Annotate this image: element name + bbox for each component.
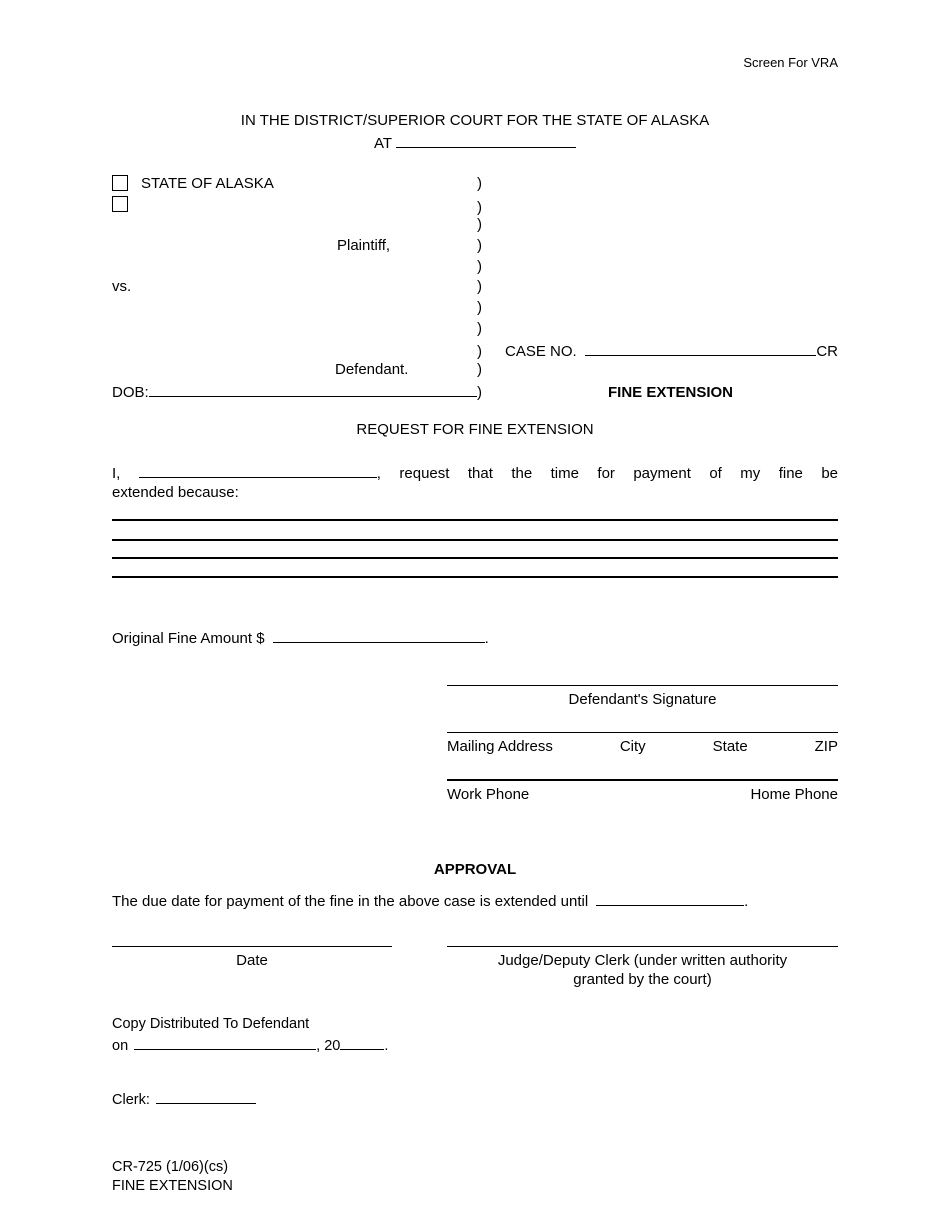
caption-paren: ) [477,278,482,296]
caption-paren: ) [477,361,482,379]
caption-row [112,216,838,237]
phone-line[interactable] [447,779,838,781]
year-blank[interactable] [340,1035,384,1050]
reason-line-3[interactable] [112,557,838,559]
approval-date-line[interactable] [112,946,392,947]
case-no-blank[interactable] [585,341,817,356]
dob-label: DOB: [112,383,149,401]
defendant-label: Defendant. [335,361,409,379]
due-date-period: . [744,893,749,910]
plaintiff-label: Plaintiff, [337,237,391,255]
clerk-blank[interactable] [156,1089,256,1104]
request-intro-line1 [112,463,838,484]
request-intro-prefix: I, [112,465,121,482]
clerk-label: Clerk: [112,1092,150,1108]
caption-row [112,278,838,299]
caption-paren: ) [477,383,482,401]
form-name-footer: FINE EXTENSION [112,1178,233,1194]
reason-line-2[interactable] [112,539,838,541]
case-caption [112,175,838,403]
caption-row [112,361,838,382]
form-number: CR-725 (1/06)(cs) [112,1159,229,1175]
at-label: AT [374,135,392,152]
vs-label: vs. [112,278,132,296]
fine-amount-label: Original Fine Amount $ [112,630,265,647]
distribution-period: . [384,1038,389,1054]
home-phone-label: Home Phone [750,785,838,803]
due-date-line [112,891,838,912]
clerk-row [112,1089,256,1109]
fine-amount-line [112,628,489,649]
case-no-label: CASE NO. [505,342,577,360]
reason-line-1[interactable] [112,519,838,521]
due-date-blank[interactable] [596,891,744,906]
defendant-signature-label: Defendant's Signature [568,691,717,708]
request-intro-line2: extended because: [112,484,239,501]
other-party-checkbox[interactable] [112,196,128,212]
screen-for-vra-label: Screen For VRA [743,55,838,70]
defendant-name-blank[interactable] [139,463,377,478]
at-location-blank[interactable] [396,133,576,148]
address-labels-row [447,738,838,757]
dob-blank[interactable] [149,382,477,397]
distribution-date-blank[interactable] [134,1035,316,1050]
case-no-cr-suffix: CR [816,342,838,360]
judge-signature-line[interactable] [447,946,838,947]
court-title: IN THE DISTRICT/SUPERIOR COURT FOR THE STATE OF ALASKA [240,112,710,129]
copy-distributed-label: Copy Distributed To Defendant [112,1016,310,1032]
fine-amount-blank[interactable] [273,628,485,643]
city-label: City [619,737,646,755]
caption-row [112,196,838,217]
judge-label-line2: granted by the court) [573,970,712,988]
on-label: on [112,1038,129,1054]
caption-row [112,237,838,258]
caption-row [112,299,838,320]
caption-paren: ) [477,257,482,275]
caption-row [112,320,838,341]
state-label: State [712,737,748,755]
distribution-date-row [112,1035,388,1055]
date-label: Date [236,952,268,969]
caption-paren: ) [477,299,482,317]
fine-extension-caption-title: FINE EXTENSION [607,383,734,401]
caption-paren: ) [477,175,482,192]
work-phone-label: Work Phone [447,785,530,803]
caption-paren: ) [477,198,482,216]
due-date-text: The due date for payment of the fine in the above case is extended until [112,893,589,910]
mailing-address-line[interactable] [447,732,838,733]
request-intro-suffix: , request that the time for payment of my fine be [376,465,839,482]
caption-row-dob [112,382,838,403]
state-of-alaska-label: STATE OF ALASKA [141,175,274,192]
fine-amount-period: . [484,630,489,647]
caption-paren: ) [477,319,482,337]
state-of-alaska-checkbox[interactable] [112,175,128,191]
caption-row [112,175,838,196]
phone-labels-row [447,786,838,805]
zip-label: ZIP [814,737,838,755]
caption-paren: ) [477,342,482,360]
defendant-signature-block [447,685,838,804]
request-heading: REQUEST FOR FINE EXTENSION [356,421,594,438]
at-line [0,133,950,154]
caption-paren: ) [477,216,482,234]
judge-label [447,952,838,990]
year-prefix: , 20 [316,1038,341,1054]
defendant-signature-line[interactable] [447,685,838,686]
caption-row-case-no [112,341,838,362]
caption-row [112,258,838,279]
reason-line-4[interactable] [112,576,838,578]
caption-paren: ) [477,237,482,255]
approval-heading: APPROVAL [433,861,517,878]
mailing-address-label: Mailing Address [447,737,553,755]
judge-label-line1: Judge/Deputy Clerk (under written authority [497,952,788,969]
